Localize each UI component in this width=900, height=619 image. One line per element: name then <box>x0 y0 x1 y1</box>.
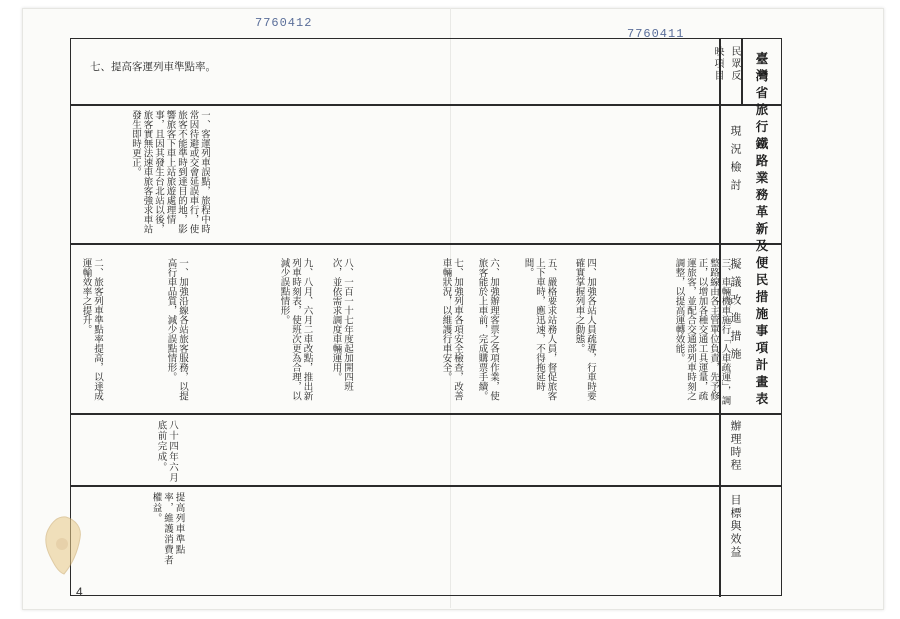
measure-3: 三、車輛機車施行「人車疏運」，調整路線由各主管單位負責，先予修正，以增加各種交通工具運量，疏運旅客，並配合交通部列車時刻之調整，以提高運轉效能。 <box>673 258 731 406</box>
measure-5: 五、嚴格要求站務人員，督促旅客上下車時，應迅速，不得拖延時間。 <box>522 258 557 401</box>
doc-number-left: 7760412 <box>255 16 313 30</box>
row-label-goals: 目標與效益 <box>729 494 742 559</box>
row-divider <box>71 485 781 487</box>
measure-7: 七、加強列車各項安全檢查，改善車輛狀況，以維護行車安全。 <box>440 258 463 401</box>
page-title: 臺灣省旅行鐵路業務革新及便民措施事項計畫表 <box>754 52 769 409</box>
measure-2: 二、旅客列車準點率提高，以達成運輸效率之提升。 <box>80 258 103 401</box>
row-label-issue-b: 映項目 <box>712 46 723 82</box>
taiwan-map-watermark <box>36 514 90 578</box>
row-label-issue-a: 民眾反 <box>729 46 740 82</box>
schedule-text: 八十四年六月底前完成。 <box>155 420 178 483</box>
goals-text: 提高列車準點率，維護消費者權益。 <box>150 492 185 566</box>
row-label-measures: 擬議改進措施 <box>729 258 742 366</box>
row-divider <box>71 243 781 245</box>
row-divider <box>71 104 781 106</box>
row-label-schedule: 辦理時程 <box>729 420 742 472</box>
status-text: 一、客運列車誤點，旅程中時常因待避或交會延誤車行，使旅客不能準時到達目的地，影響旅客下車上站旅遊處理情事，且因其發生台北站以後，旅客實無法速車旅客強求車站發生即時更正。 <box>130 110 210 234</box>
issue-text: 七、提高客運列車準點率。 <box>90 61 216 73</box>
measure-9: 九、八月、六月二車改點，推出新列車時刻表，使班次更為合理，以減少誤點情形。 <box>278 258 313 401</box>
measure-6: 六、加強辦理客票之各項作業，使旅客能於上車前，完成購票手續。 <box>476 258 499 401</box>
measure-1: 一、加強沿線各站旅客服務，以提高行車品質，減少誤點情形。 <box>165 258 188 401</box>
row-divider <box>71 413 781 415</box>
page-number: 4 <box>76 585 83 599</box>
measure-8: 八、一百一十七年度起加開四班次，並依需求調度車輛運用。 <box>330 258 353 391</box>
measure-4: 四、加強各站人員疏導，行車時要確實掌握列車之動態。 <box>573 258 596 401</box>
row-label-status: 現況檢討 <box>729 125 742 197</box>
doc-number-right: 7760411 <box>627 27 685 41</box>
